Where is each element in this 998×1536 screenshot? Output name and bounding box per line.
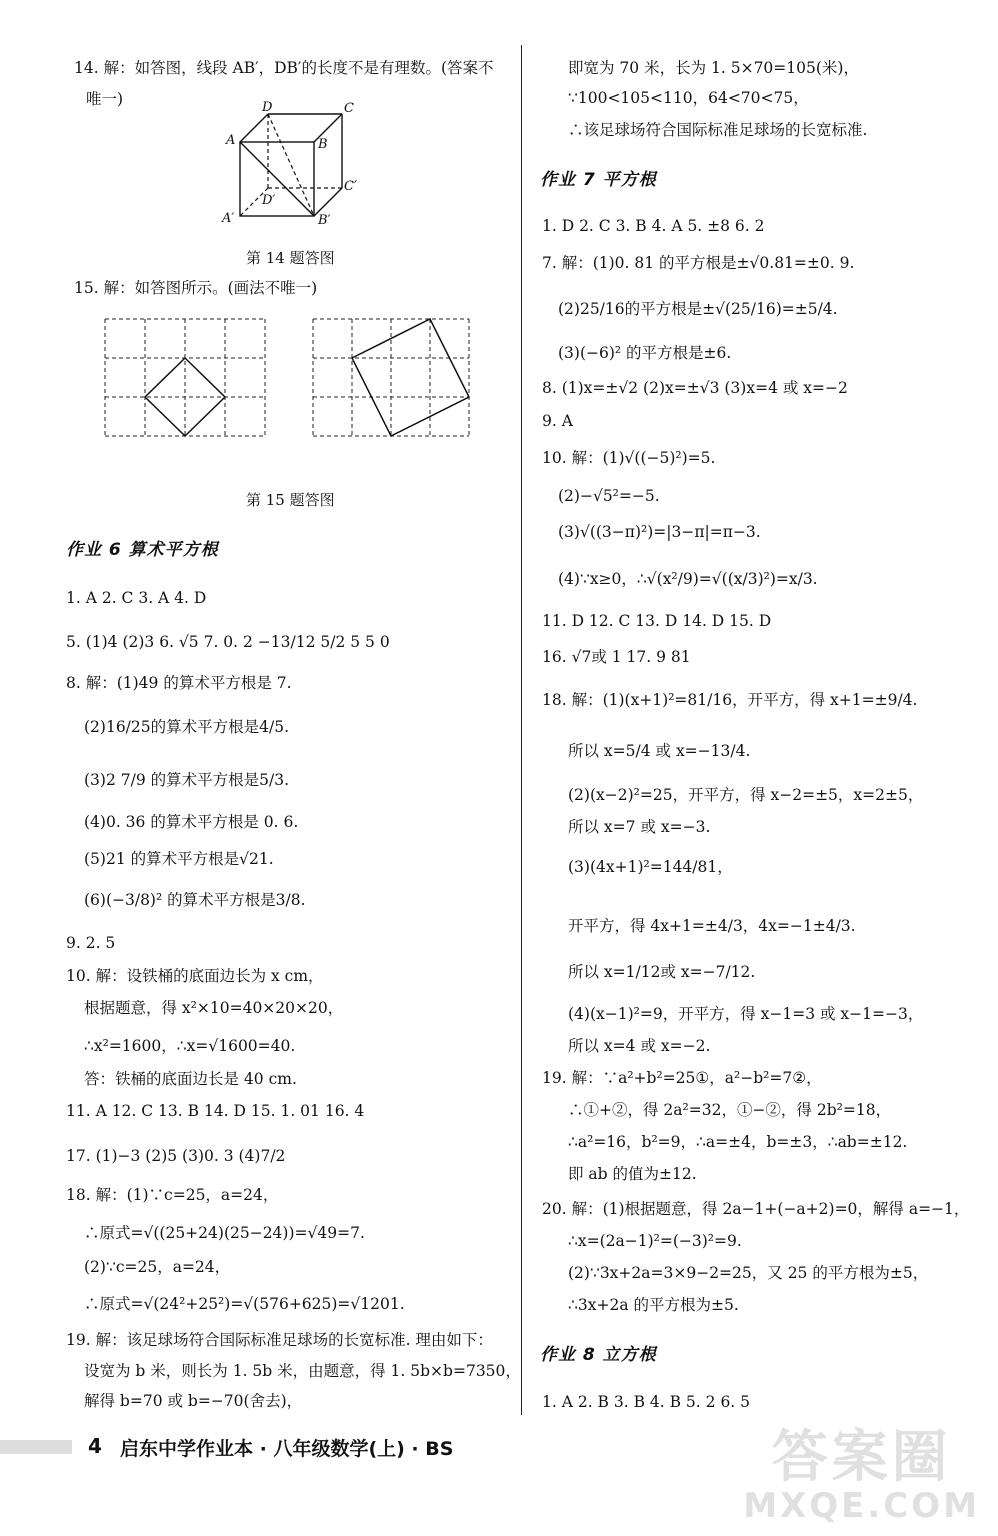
- text-line: 11. D 12. C 13. D 14. D 15. D: [542, 612, 772, 630]
- cube-figure: [216, 100, 366, 230]
- watermark: [743, 1425, 980, 1526]
- text-line: 9. A: [542, 412, 573, 430]
- text-line: 9. 2. 5: [66, 934, 116, 952]
- text-line: 即 ab 的值为±12.: [568, 1165, 697, 1183]
- text-line: (5)21 的算术平方根是√21.: [84, 850, 274, 868]
- text-line: ∴x²=1600，∴x=√1600=40.: [84, 1037, 296, 1055]
- text-line: 15. 解：如答图所示。(画法不唯一): [74, 279, 318, 297]
- text-line: 1. A 2. B 3. B 4. B 5. 2 6. 5: [542, 1393, 751, 1411]
- text-line: (3)(4x+1)²=144/81，: [568, 858, 733, 876]
- grid-figure-left: [104, 318, 266, 438]
- column-divider: [521, 45, 522, 1415]
- text-line: 第 15 题答图: [246, 491, 335, 509]
- text-line: 解得 b=70 或 b=−70(舍去)，: [84, 1392, 303, 1410]
- text-line: (2)(x−2)²=25，开平方，得 x−2=±5，x=2±5，: [568, 786, 924, 804]
- heading-hw8: 作业 8 立方根: [540, 1345, 657, 1365]
- text-line: ∴3x+2a 的平方根为±5.: [568, 1296, 739, 1314]
- text-line: 20. 解：(1)根据题意，得 2a−1+(−a+2)=0，解得 a=−1，: [542, 1200, 970, 1218]
- text-line: (2)16/25的算术平方根是4/5.: [84, 718, 289, 736]
- square-right: [352, 319, 469, 436]
- text-line: (4)0. 36 的算术平方根是 0. 6.: [84, 813, 299, 831]
- text-line: 唯一): [86, 90, 124, 108]
- text-line: (2)25/16的平方根是±√(25/16)=±5/4.: [558, 300, 838, 318]
- label-Cp: C′: [344, 179, 357, 194]
- text-line: (4)∵x≥0，∴√(x²/9)=√((x/3)²)=x/3.: [558, 570, 818, 588]
- text-line: 所以 x=5/4 或 x=−13/4.: [568, 742, 751, 760]
- text-line: (2)∵3x+2a=3×9−2=25，又 25 的平方根为±5，: [568, 1264, 929, 1282]
- text-line: 19. 解：该足球场符合国际标准足球场的长宽标准. 理由如下：: [66, 1331, 493, 1349]
- text-line: 11. A 12. C 13. B 14. D 15. 1. 01 16. 4: [66, 1102, 365, 1120]
- text-line: 8. 解：(1)49 的算术平方根是 7.: [66, 674, 292, 692]
- heading-hw7: 作业 7 平方根: [540, 170, 657, 190]
- label-B: B: [318, 137, 328, 152]
- watermark-bottom: MXQE.COM: [743, 1486, 980, 1526]
- text-line: (3)√((3−π)²)=|3−π|=π−3.: [558, 523, 761, 541]
- book-title: 启东中学作业本 · 八年级数学(上) · BS: [120, 1438, 454, 1460]
- text-line: (6)(−3/8)² 的算术平方根是3/8.: [84, 891, 306, 909]
- text-line: ∴该足球场符合国际标准足球场的长宽标准.: [568, 121, 868, 139]
- text-line: 8. (1)x=±√2 (2)x=±√3 (3)x=4 或 x=−2: [542, 379, 848, 397]
- heading-hw6: 作业 6 算术平方根: [66, 540, 219, 560]
- text-line: (3)(−6)² 的平方根是±6.: [558, 344, 732, 362]
- page-footer: [0, 1418, 998, 1536]
- text-line: 第 14 题答图: [246, 249, 335, 267]
- label-Ap: A′: [222, 211, 235, 226]
- label-Bp: B′: [318, 213, 331, 228]
- watermark-top: 答案圈: [771, 1425, 952, 1490]
- text-line: (4)(x−1)²=9，开平方，得 x−1=3 或 x−1=−3，: [568, 1005, 924, 1023]
- text-line: ∴a²=16，b²=9，∴a=±4，b=±3，∴ab=±12.: [568, 1133, 908, 1151]
- label-C: C: [344, 101, 354, 116]
- label-A: A: [226, 133, 236, 148]
- text-line: ∴原式=√(24²+25²)=√(576+625)=√1201.: [84, 1295, 405, 1313]
- text-line: 根据题意，得 x²×10=40×20×20，: [84, 999, 344, 1017]
- text-line: 所以 x=1/12或 x=−7/12.: [568, 963, 756, 981]
- text-line: 1. D 2. C 3. B 4. A 5. ±8 6. 2: [542, 217, 765, 235]
- text-line: 14. 解：如答图，线段 AB′，DB′的长度不是有理数。(答案不: [74, 59, 494, 77]
- text-line: 18. 解：(1)∵c=25，a=24，: [66, 1186, 279, 1204]
- text-line: 5. (1)4 (2)3 6. √5 7. 0. 2 −13/12 5/2 5 5 0: [66, 633, 390, 651]
- text-line: 19. 解：∵a²+b²=25①，a²−b²=7②，: [542, 1069, 822, 1087]
- page-number: 4: [88, 1434, 102, 1458]
- footer-bar: [0, 1440, 72, 1454]
- text-line: 所以 x=7 或 x=−3.: [568, 818, 711, 836]
- text-line: 1. A 2. C 3. A 4. D: [66, 589, 207, 607]
- text-line: (2)−√5²=−5.: [558, 487, 660, 505]
- text-line: (2)∵c=25，a=24，: [84, 1258, 231, 1276]
- text-line: 18. 解：(1)(x+1)²=81/16，开平方，得 x+1=±9/4.: [542, 691, 918, 709]
- text-line: 开平方，得 4x+1=±4/3，4x=−1±4/3.: [568, 917, 856, 935]
- label-D: D: [262, 100, 273, 115]
- text-line: ∴x=(2a−1)²=(−3)²=9.: [568, 1232, 742, 1250]
- text-line: 即宽为 70 米，长为 1. 5×70=105(米)，: [568, 59, 859, 77]
- text-line: 答：铁桶的底面边长是 40 cm.: [84, 1070, 297, 1088]
- text-line: 所以 x=4 或 x=−2.: [568, 1037, 711, 1055]
- label-Dp: D′: [262, 193, 276, 208]
- text-line: ∵100<105<110，64<70<75，: [568, 89, 809, 107]
- text-line: 16. √7或 1 17. 9 81: [542, 648, 691, 666]
- text-line: 7. 解：(1)0. 81 的平方根是±√0.81=±0. 9.: [542, 254, 855, 272]
- text-line: 设宽为 b 米，则长为 1. 5b 米，由题意，得 1. 5b×b=7350，: [84, 1362, 521, 1380]
- grid-figure-right: [312, 318, 472, 438]
- text-line: ∴①+②，得 2a²=32，①−②，得 2b²=18，: [568, 1101, 892, 1119]
- text-line: ∴原式=√((25+24)(25−24))=√49=7.: [84, 1224, 365, 1242]
- text-line: (3)2 7/9 的算术平方根是5/3.: [84, 771, 289, 789]
- text-line: 10. 解：(1)√((−5)²)=5.: [542, 449, 716, 467]
- text-line: 10. 解：设铁桶的底面边长为 x cm，: [66, 967, 324, 985]
- text-line: 17. (1)−3 (2)5 (3)0. 3 (4)7/2: [66, 1147, 286, 1165]
